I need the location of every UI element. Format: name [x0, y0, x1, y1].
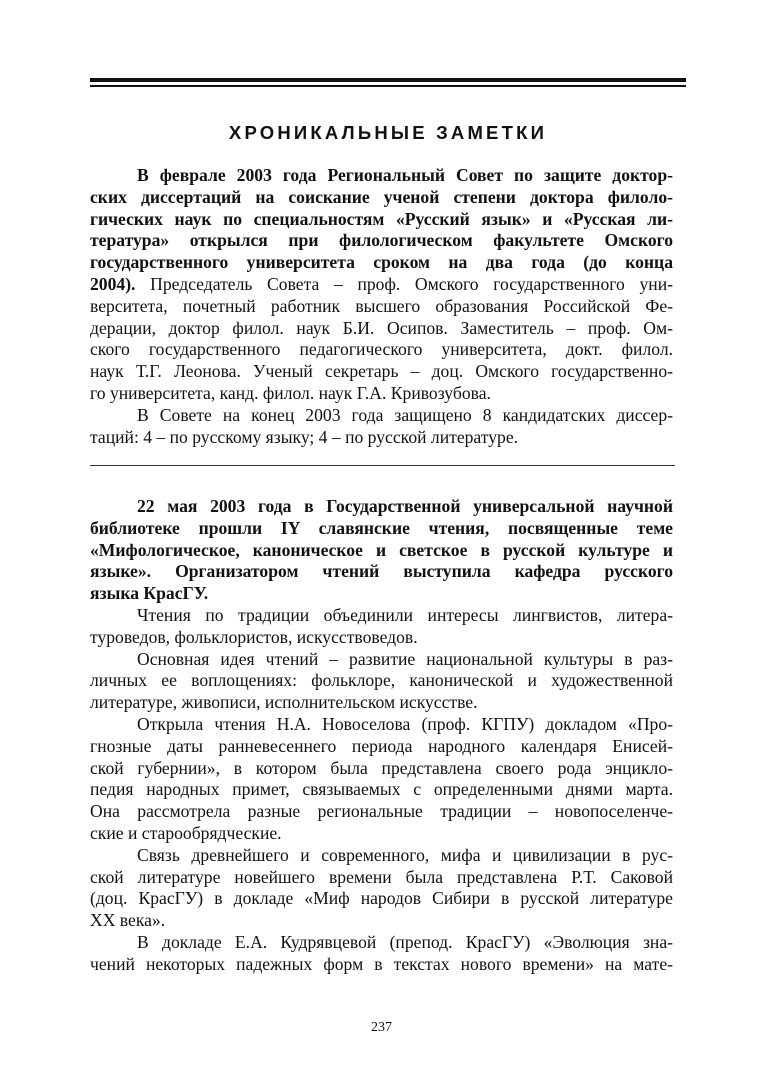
top-rule-thick: [90, 78, 686, 82]
text-line: гнозные даты ранневесеннего периода народного календаря Енисей-: [90, 735, 673, 756]
text-line: государственного университета сроком на два года (до конца: [90, 252, 673, 273]
page-number: 237: [371, 1020, 392, 1035]
text-line: языка КрасГУ.: [90, 583, 209, 604]
text-line: Открыла чтения Н.А. Новоселова (проф. КГПУ) докладом «Про-: [137, 713, 673, 734]
page-title: ХРОНИКАЛЬНЫЕ ЗАМЕТКИ: [228, 122, 548, 143]
text-line: ских диссертаций на соискание ученой степени доктора филоло-: [90, 186, 673, 207]
text-fragment: Председатель Совета – проф. Омского государственного уни-: [135, 273, 673, 294]
text-line: личных ее воплощениях: фольклоре, канонической и художественной: [90, 670, 673, 691]
text-line: таций: 4 – по русскому языку; 4 – по русской литературе.: [90, 426, 519, 447]
text-line: Она рассмотрела разные региональные традиции – новопоселенче-: [90, 801, 673, 822]
text-line: ского государственного педагогического университета, докт. филол.: [90, 339, 673, 360]
text-line: В докладе Е.А. Кудрявцевой (препод. КрасГУ) «Эволюция зна-: [137, 931, 673, 952]
text-line: Связь древнейшего и современного, мифа и цивилизации в рус-: [137, 844, 673, 865]
text-line: В Совете на конец 2003 года защищено 8 кандидатских диссер-: [137, 404, 673, 425]
text-line: дерации, доктор филол. наук Б.И. Осипов. Заместитель – проф. Ом-: [90, 317, 673, 338]
text-line: литературе, живописи, исполнительском искусстве.: [90, 692, 478, 713]
text-line: Чтения по традиции объединили интересы лингвистов, литера-: [137, 604, 673, 625]
section-divider: [90, 465, 675, 466]
text-line: Основная идея чтений – развитие национальной культуры в раз-: [137, 648, 673, 669]
text-line: XX века».: [90, 910, 166, 931]
chronicle-section-1: [90, 165, 673, 448]
text-line: наук Т.Г. Леонова. Ученый секретарь – доц. Омского государственно-: [90, 361, 673, 382]
text-line: 22 мая 2003 года в Государственной универсальной научной: [137, 496, 673, 516]
top-rule-thin: [90, 85, 686, 87]
text-line: гических наук по специальностям «Русский язык» и «Русская ли-: [90, 208, 673, 229]
text-line: В феврале 2003 года Региональный Совет по защите доктор-: [137, 165, 673, 185]
text-line: чений некоторых падежных форм в текстах нового времени» на мате-: [90, 953, 673, 974]
bold-fragment: 2004).: [90, 273, 136, 294]
text-line: ской литературе новейшего времени была представлена Р.Т. Саковой: [90, 866, 673, 887]
text-line: педия народных примет, связываемых с определенными днями марта.: [90, 779, 673, 800]
text-line: (доц. КрасГУ) в докладе «Миф народов Сибири в русской литературе: [90, 888, 673, 909]
text-line: верситета, почетный работник высшего образования Российской Фе-: [90, 295, 673, 316]
text-line: ские и старообрядческие.: [90, 822, 282, 843]
chronicle-section-2: [90, 496, 673, 976]
text-line: го университета, канд. филол. наук Г.А. Кривозубова.: [90, 382, 491, 403]
text-line: туроведов, фольклористов, искусствоведов.: [90, 626, 418, 647]
text-line: тература» открылся при филологическом факультете Омского: [90, 230, 673, 251]
text-line: библиотеке прошли IY славянские чтения, посвященные теме: [90, 517, 673, 538]
text-line: «Мифологическое, каноническое и светское в русской культуре и: [90, 539, 673, 560]
text-line: [90, 274, 673, 296]
text-line: ской губернии», в котором была представлена своего рода энцикло-: [90, 757, 673, 778]
text-line: языке». Организатором чтений выступила кафедра русского: [90, 561, 673, 582]
